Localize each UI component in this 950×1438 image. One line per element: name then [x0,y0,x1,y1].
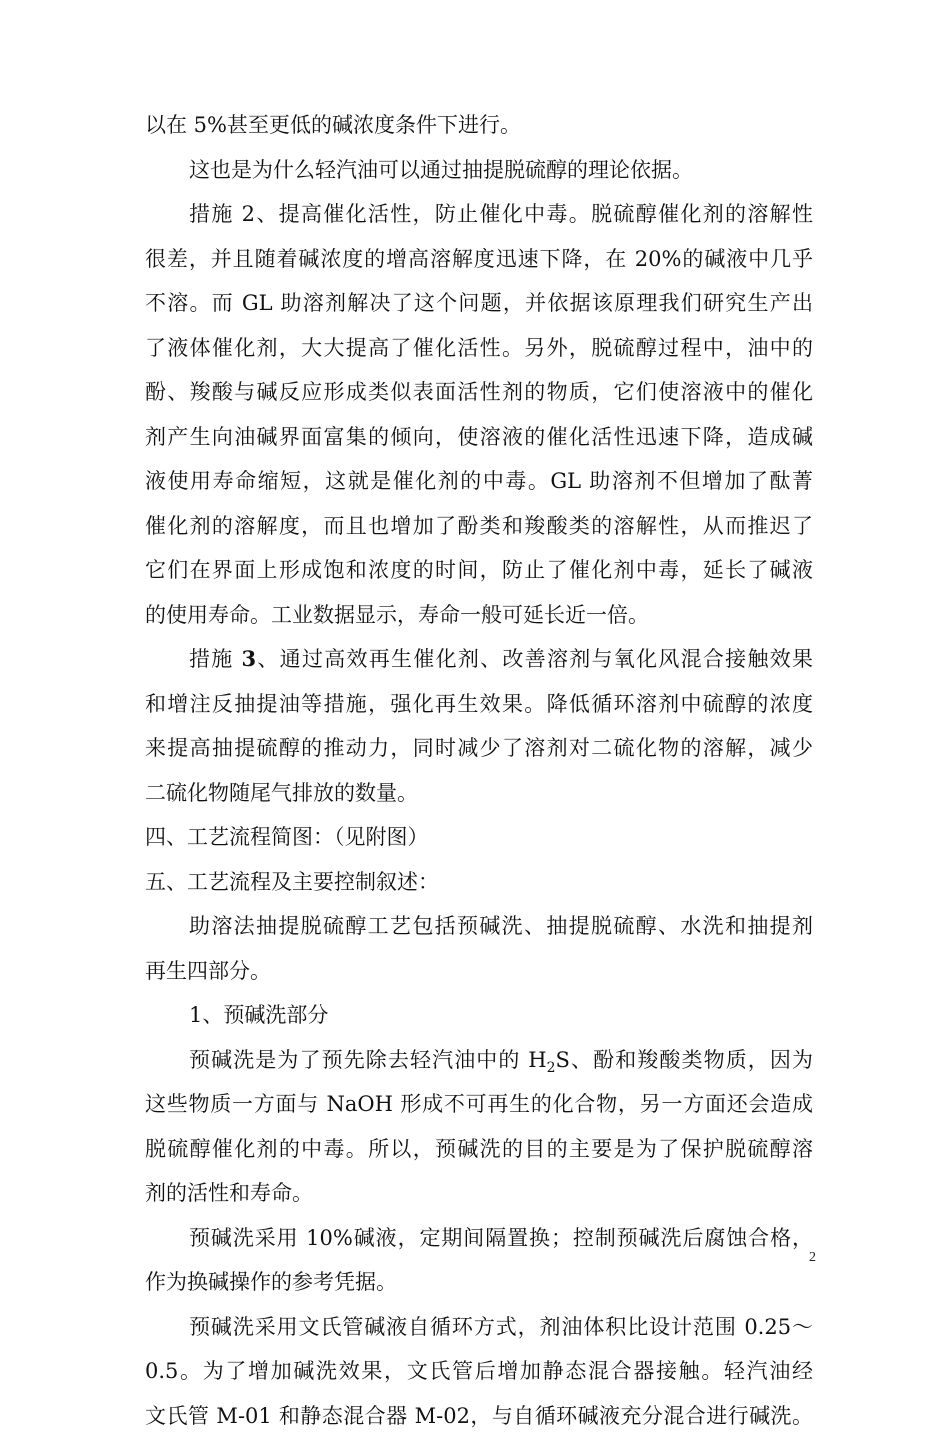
paragraph-line: 0.5。为了增加碱洗效果，文氏管后增加静态混合器接触。轻汽油经 [145,1349,813,1394]
paragraph-line: 再生四部分。 [145,949,813,994]
paragraph-line: 它们在界面上形成饱和浓度的时间，防止了催化剂中毒，延长了碱液 [145,548,813,593]
page-number: 2 [796,1250,816,1266]
paragraph-line: 液使用寿命缩短，这就是催化剂的中毒。GL 助溶剂不但增加了酞菁 [145,459,813,504]
measure-number: 3 [242,646,257,671]
line-text: S、酚和羧酸类物质，因为 [556,1048,813,1072]
paragraph-line: 不溶。而 GL 助溶剂解决了这个问题，并依据该原理我们研究生产出 [145,281,813,326]
paragraph-line: 这也是为什么轻汽油可以通过抽提脱硫醇的理论依据。 [145,148,813,193]
line-text: 预碱洗是为了预先除去轻汽油中的 H [189,1048,547,1072]
paragraph-line: 文氏管 M-01 和静态混合器 M-02，与自循环碱液充分混合进行碱洗。 [145,1394,813,1438]
paragraph-line: 剂产生向油碱界面富集的倾向，使溶液的催化活性迅速下降，造成碱 [145,415,813,460]
paragraph-line: 作为换碱操作的参考凭据。 [145,1260,813,1305]
section-heading: 四、工艺流程简图：（见附图） [145,815,813,860]
line-text: 措施 [189,647,242,671]
paragraph-line: 预碱洗采用 10%碱液，定期间隔置换；控制预碱洗后腐蚀合格， [145,1216,813,1261]
paragraph-line: 了液体催化剂，大大提高了催化活性。另外，脱硫醇过程中，油中的 [145,326,813,371]
paragraph-line: 很差，并且随着碱浓度的增高溶解度迅速下降，在 20%的碱液中几乎 [145,237,813,282]
paragraph-line: 这些物质一方面与 NaOH 形成不可再生的化合物，另一方面还会造成 [145,1082,813,1127]
paragraph-line: 催化剂的溶解度，而且也增加了酚类和羧酸类的溶解性，从而推迟了 [145,504,813,549]
document-body [145,103,813,1438]
subsection-heading: 1、预碱洗部分 [145,993,813,1038]
paragraph-line: 来提高抽提硫醇的推动力，同时减少了溶剂对二硫化物的溶解，减少 [145,726,813,771]
paragraph-line: 二硫化物随尾气排放的数量。 [145,771,813,816]
line-text: 、通过高效再生催化剂、改善溶剂与氧化风混合接触效果 [256,647,813,671]
paragraph-line: 以在 5%甚至更低的碱浓度条件下进行。 [145,103,813,148]
paragraph-line: 预碱洗采用文氏管碱液自循环方式，剂油体积比设计范围 0.25～ [145,1305,813,1350]
section-heading: 五、工艺流程及主要控制叙述： [145,860,813,905]
paragraph-line: 的使用寿命。工业数据显示，寿命一般可延长近一倍。 [145,593,813,638]
paragraph-line: 酚、羧酸与碱反应形成类似表面活性剂的物质，它们使溶液中的催化 [145,370,813,415]
paragraph-line: 剂的活性和寿命。 [145,1171,813,1216]
paragraph-line [145,637,813,682]
paragraph-line: 措施 2、提高催化活性，防止催化中毒。脱硫醇催化剂的溶解性 [145,192,813,237]
paragraph-line: 脱硫醇催化剂的中毒。所以，预碱洗的目的主要是为了保护脱硫醇溶 [145,1127,813,1172]
paragraph-line: 助溶法抽提脱硫醇工艺包括预碱洗、抽提脱硫醇、水洗和抽提剂 [145,904,813,949]
paragraph-line: 和增注反抽提油等措施，强化再生效果。降低循环溶剂中硫醇的浓度 [145,682,813,727]
paragraph-line [145,1038,813,1083]
subscript-text: 2 [547,1060,556,1076]
